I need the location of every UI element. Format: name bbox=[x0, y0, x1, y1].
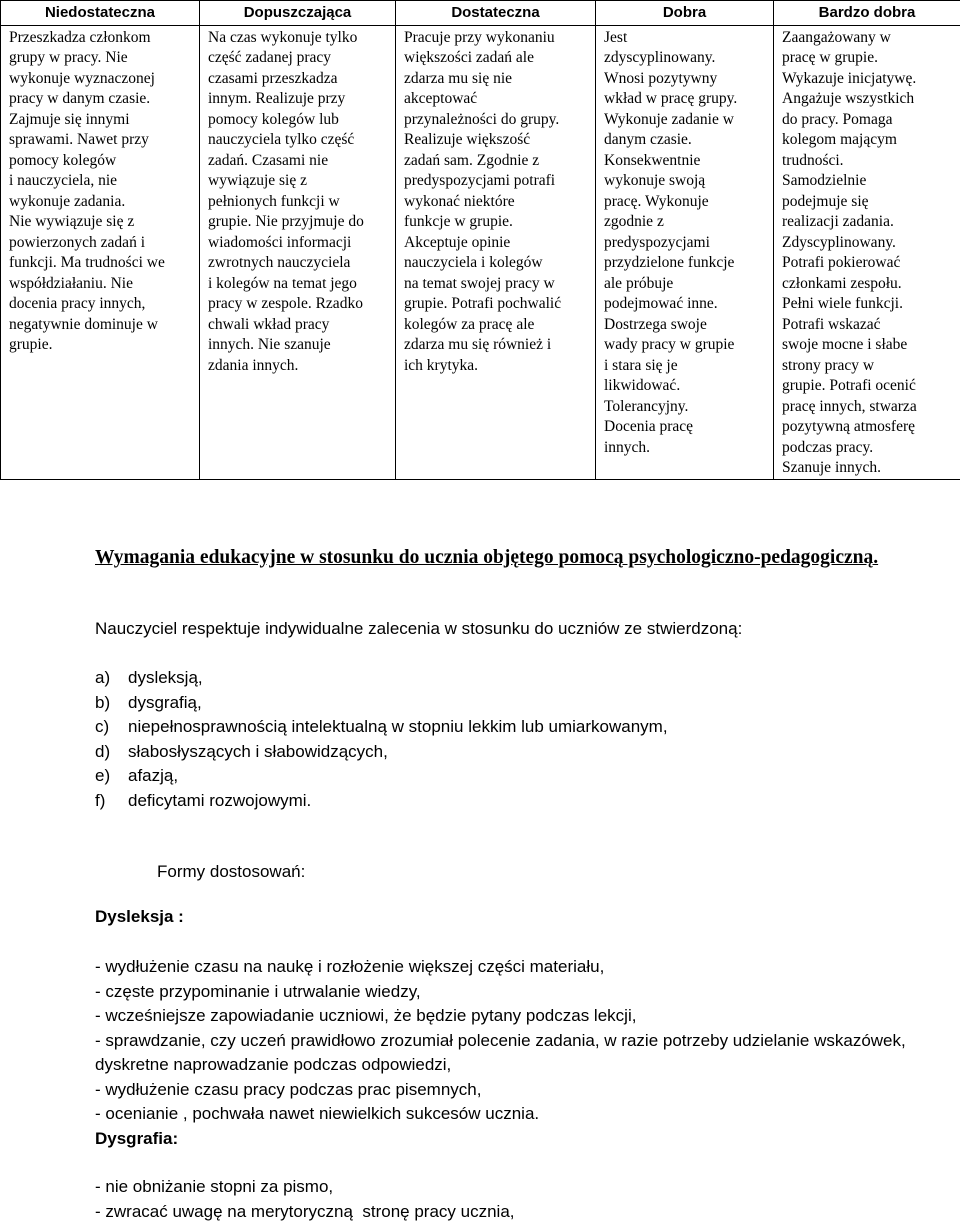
header-bardzo-dobra: Bardzo dobra bbox=[774, 1, 960, 26]
list-item: - wcześniejsze zapowiadanie uczniowi, że będzie pytany podczas lekcji, bbox=[95, 1004, 930, 1029]
list-marker: e) bbox=[95, 764, 128, 789]
list-item bbox=[95, 740, 930, 765]
cell-text: Na czas wykonuje tylko część zadanej pracy czasami przeszkadza innym. Realizuje przy pomocy kolegów lub nauczyciela tylko część zadań. Czasami nie wywiązuje się z pełnionych funkcji w grupie. Nie przyjmuje do wiadomości informacji zwrotnych nauczyciela i kolegów na temat jego pracy w zespole. Rzadko chwali wkład pracy innych. Nie szanuje zdania innych. bbox=[208, 28, 391, 377]
adaptations-list bbox=[95, 955, 930, 1224]
list-marker: d) bbox=[95, 740, 128, 765]
header-niedostateczna: Niedostateczna bbox=[1, 1, 200, 26]
cell-text: Pracuje przy wykonaniu większości zadań ale zdarza mu się nie akceptować przynależności do grupy. Realizuje większość zadań sam. Zgodnie z predyspozycjami potrafi wykonać niektóre funkcje w grupie. Akceptuje opinie nauczyciela i kolegów na temat swojej pracy w grupie. Potrafi pochwalić kolegów za pracę ale zdarza mu się również i ich krytyka. bbox=[404, 28, 591, 377]
list-marker: b) bbox=[95, 691, 128, 716]
list-item: - sprawdzanie, czy uczeń prawidłowo zrozumiał polecenie zadania, w razie potrzeby udzielanie wskazówek, dyskretne naprowadzanie podczas odpowiedzi, bbox=[95, 1029, 930, 1078]
spacer bbox=[95, 1151, 930, 1175]
cell-bardzo-dobra bbox=[774, 25, 960, 479]
list-item: - nie obniżanie stopni za pismo, bbox=[95, 1175, 930, 1200]
list-item bbox=[95, 764, 930, 789]
list-marker: c) bbox=[95, 715, 128, 740]
table-row bbox=[1, 25, 960, 479]
table-header-row bbox=[1, 1, 960, 26]
dysleksja-heading: Dysleksja : bbox=[95, 906, 930, 928]
cell-text: Zaangażowany w pracę w grupie. Wykazuje inicjatywę. Angażuje wszystkich do pracy. Pomaga kolegom mającym trudności. Samodzielnie podejmuje się realizacji zadania. Zdyscyplinowany. Potrafi pokierować członkami zespołu. Pełni wiele funkcji. Potrafi wskazać swoje mocne i słabe strony pracy w grupie. Potrafi ocenić pracę innych, stwarza pozytywną atmosferę podczas pracy. Szanuje innych. bbox=[782, 28, 956, 479]
list-item bbox=[95, 691, 930, 716]
list-item bbox=[95, 666, 930, 691]
dysgrafia-heading: Dysgrafia: bbox=[95, 1127, 930, 1152]
list-marker: f) bbox=[95, 789, 128, 814]
grading-table bbox=[0, 0, 960, 480]
intro-paragraph: Nauczyciel respektuje indywidualne zalecenia w stosunku do uczniów ze stwierdzoną: bbox=[95, 618, 930, 640]
cell-text: Przeszkadza członkom grupy w pracy. Nie wykonuje wyznaczonej pracy w danym czasie. Zajmuje się innymi sprawami. Nawet przy pomocy kolegów i nauczyciela, nie wykonuje zadania. Nie wywiązuje się z powierzonych zadań i funkcji. Ma trudności we współdziałaniu. Nie docenia pracy innych, negatywnie dominuje w grupie. bbox=[9, 28, 195, 356]
list-item-text: deficytami rozwojowymi. bbox=[128, 789, 311, 814]
list-item-text: dysgrafią, bbox=[128, 691, 202, 716]
list-item-text: afazją, bbox=[128, 764, 178, 789]
section-heading: Wymagania edukacyjne w stosunku do ucznia objętego pomocą psychologiczno-pedagogiczną. bbox=[95, 545, 930, 570]
list-item: - częste przypominanie i utrwalanie wiedzy, bbox=[95, 980, 930, 1005]
header-dobra: Dobra bbox=[596, 1, 774, 26]
header-dostateczna: Dostateczna bbox=[396, 1, 596, 26]
list-item: - wydłużenie czasu pracy podczas prac pisemnych, bbox=[95, 1078, 930, 1103]
header-dopuszczajaca: Dopuszczająca bbox=[200, 1, 396, 26]
list-item: - ocenianie , pochwała nawet niewielkich sukcesów ucznia. bbox=[95, 1102, 930, 1127]
list-item-text: dysleksją, bbox=[128, 666, 203, 691]
list-item-text: niepełnosprawnością intelektualną w stopniu lekkim lub umiarkowanym, bbox=[128, 715, 668, 740]
list-item: - zwracać uwagę na merytoryczną stronę pracy ucznia, bbox=[95, 1200, 930, 1224]
forms-label: Formy dostosowań: bbox=[157, 861, 930, 883]
list-item bbox=[95, 715, 930, 740]
cell-niedostateczna bbox=[1, 25, 200, 479]
cell-dobra bbox=[596, 25, 774, 479]
list-item bbox=[95, 789, 930, 814]
cell-text: Jest zdyscyplinowany. Wnosi pozytywny wkład w pracę grupy. Wykonuje zadanie w danym czasie. Konsekwentnie wykonuje swoją pracę. Wykonuje zgodnie z predyspozycjami przydzielone funkcje ale próbuje podejmować inne. Dostrzega swoje wady pracy w grupie i stara się je likwidować. Tolerancyjny. Docenia pracę innych. bbox=[604, 28, 769, 459]
list-item-text: słabosłyszących i słabowidzących, bbox=[128, 740, 388, 765]
list-marker: a) bbox=[95, 666, 128, 691]
cell-dostateczna bbox=[396, 25, 596, 479]
list-item: - wydłużenie czasu na naukę i rozłożenie większej części materiału, bbox=[95, 955, 930, 980]
conditions-list bbox=[95, 666, 930, 813]
cell-dopuszczajaca bbox=[200, 25, 396, 479]
